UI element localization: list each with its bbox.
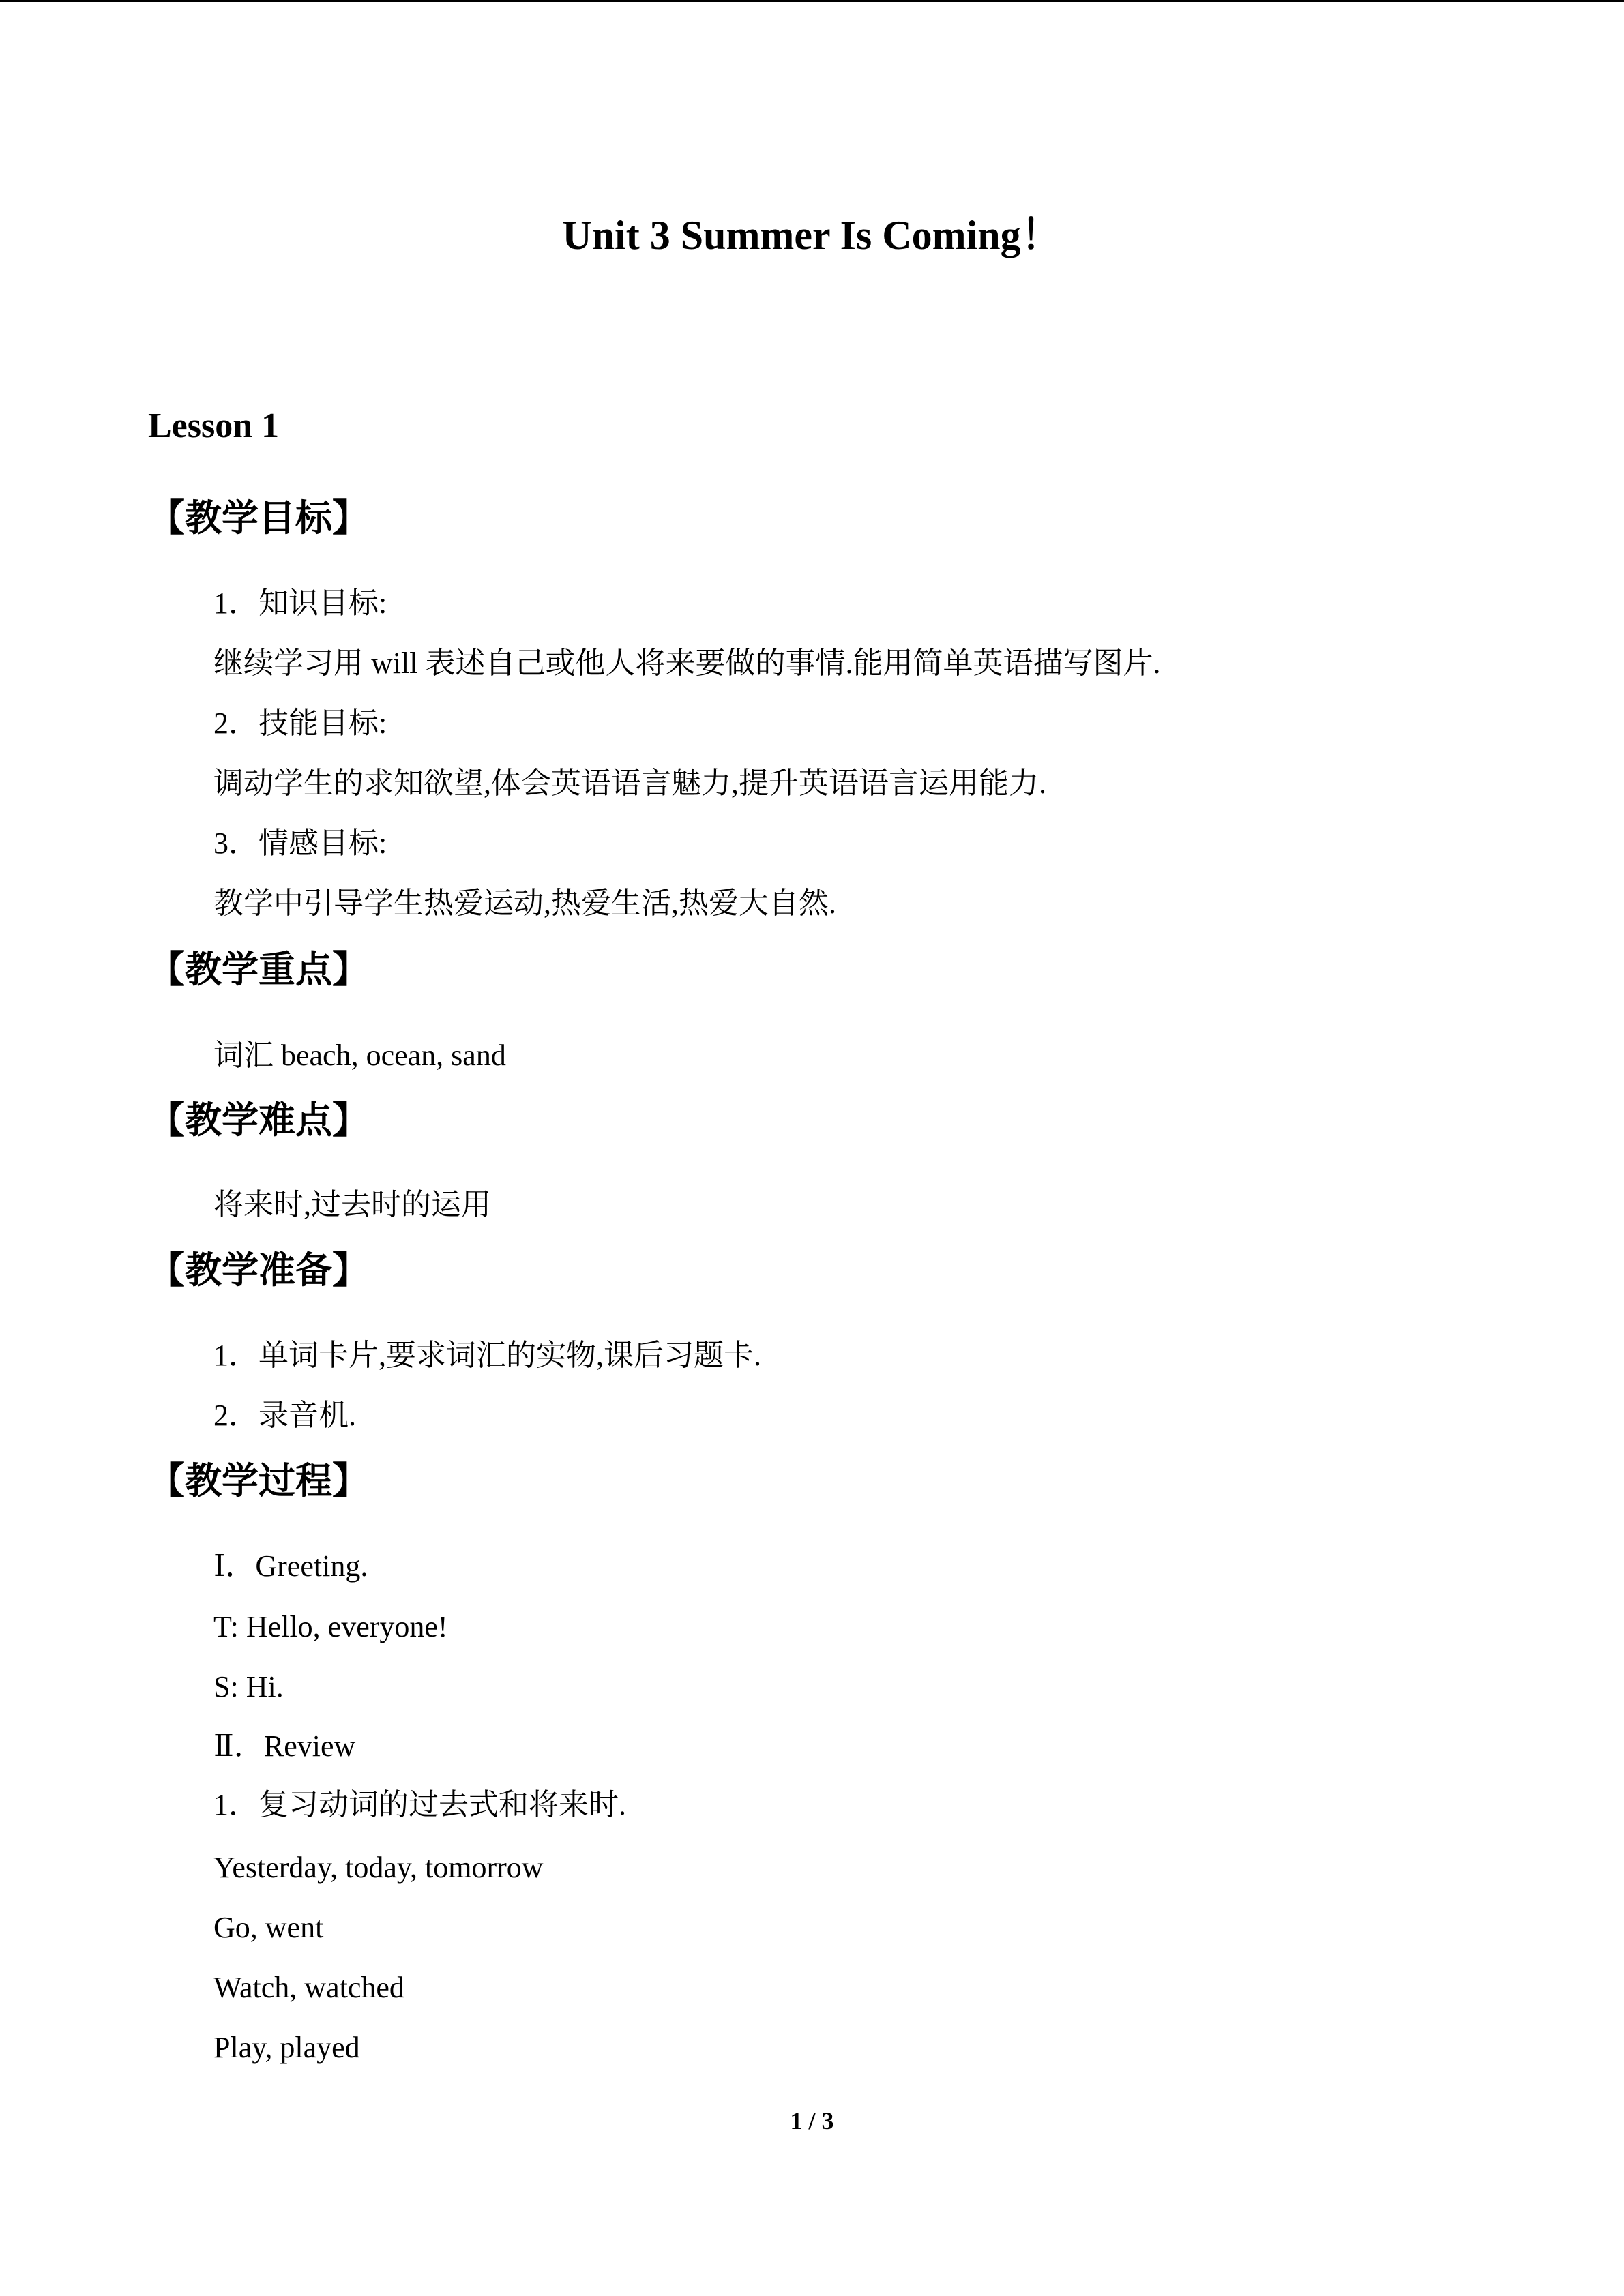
process-line: Ⅱ．Review <box>213 1729 356 1763</box>
objectives-line: 2．技能目标: <box>213 706 387 740</box>
process-line: Yesterday, today, tomorrow <box>213 1851 544 1884</box>
preparation-line: 1．单词卡片,要求词汇的实物,课后习题卡. <box>213 1339 761 1372</box>
section-heading-process: 【教学过程】 <box>148 1459 369 1502</box>
process-line: Ⅰ．Greeting. <box>213 1549 368 1583</box>
process-line: S: Hi. <box>213 1670 284 1703</box>
document-title: Unit 3 Summer Is Coming！ <box>562 213 1062 258</box>
objectives-line: 3．情感目标: <box>213 826 387 860</box>
process-line: T: Hello, everyone! <box>213 1610 448 1643</box>
section-heading-key-points: 【教学重点】 <box>148 948 369 991</box>
lesson-heading: Lesson 1 <box>148 406 280 445</box>
process-line: Watch, watched <box>213 1971 404 2004</box>
process-line: 1．复习动词的过去式和将来时. <box>213 1788 626 1821</box>
page-number: 1 / 3 <box>790 2107 834 2134</box>
preparation-line: 2．录音机. <box>213 1399 356 1432</box>
objectives-line: 继续学习用 will 表述自己或他人将来要做的事情.能用简单英语描写图片. <box>213 646 1161 680</box>
key-points-line: 词汇 beach, ocean, sand <box>213 1039 506 1072</box>
objectives-line: 调动学生的求知欲望,体会英语语言魅力,提升英语语言运用能力. <box>213 766 1046 800</box>
section-heading-difficulties: 【教学难点】 <box>148 1099 369 1142</box>
process-line: Go, went <box>213 1911 324 1944</box>
section-heading-objectives: 【教学目标】 <box>148 496 369 539</box>
section-heading-preparation: 【教学准备】 <box>148 1249 369 1292</box>
objectives-line: 教学中引导学生热爱运动,热爱生活,热爱大自然. <box>213 886 836 920</box>
objectives-line: 1．知识目标: <box>213 586 387 620</box>
difficulties-line: 将来时,过去时的运用 <box>213 1188 491 1221</box>
process-line: Play, played <box>213 2031 360 2064</box>
